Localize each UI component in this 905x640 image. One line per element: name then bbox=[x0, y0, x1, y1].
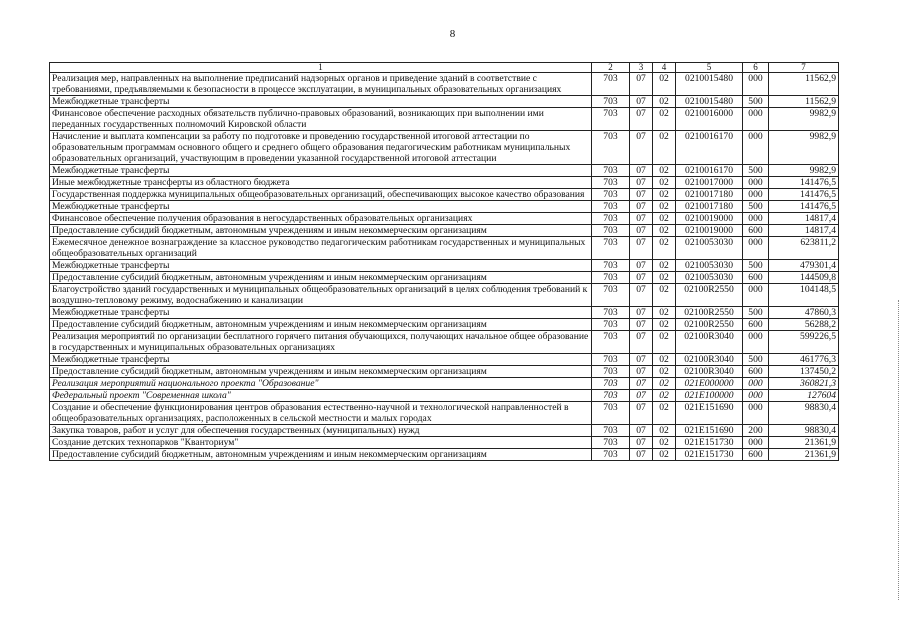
row-section: 07 bbox=[630, 131, 653, 165]
table-row bbox=[50, 225, 839, 237]
row-subsection: 02 bbox=[653, 437, 676, 449]
row-name: Межбюджетные трансферты bbox=[50, 307, 592, 319]
row-section: 07 bbox=[630, 390, 653, 402]
row-subsection: 02 bbox=[653, 449, 676, 461]
row-code: 703 bbox=[592, 108, 630, 131]
row-amount: 141476,5 bbox=[769, 189, 839, 201]
row-subsection: 02 bbox=[653, 354, 676, 366]
row-name: Межбюджетные трансферты bbox=[50, 165, 592, 177]
table-row bbox=[50, 189, 839, 201]
row-section: 07 bbox=[630, 366, 653, 378]
table-row bbox=[50, 213, 839, 225]
row-subsection: 02 bbox=[653, 189, 676, 201]
row-amount: 21361,9 bbox=[769, 437, 839, 449]
row-exp-type: 600 bbox=[743, 319, 769, 331]
row-name: Государственная поддержка муниципальных общеобразовательных организаций, обеспечивающих высокое качество образования bbox=[50, 189, 592, 201]
row-name: Финансовое обеспечение расходных обязательств публично-правовых образований, возникающих при выполнении ими переданных государственных полномочий Кировской области bbox=[50, 108, 592, 131]
row-name: Предоставление субсидий бюджетным, автономным учреждениям и иным некоммерческим организациям bbox=[50, 272, 592, 284]
row-subsection: 02 bbox=[653, 272, 676, 284]
row-section: 07 bbox=[630, 378, 653, 390]
row-subsection: 02 bbox=[653, 319, 676, 331]
row-exp-type: 500 bbox=[743, 165, 769, 177]
row-subsection: 02 bbox=[653, 378, 676, 390]
row-target: 021E151690 bbox=[676, 425, 743, 437]
row-exp-type: 000 bbox=[743, 378, 769, 390]
row-target: 0210016170 bbox=[676, 131, 743, 165]
row-code: 703 bbox=[592, 225, 630, 237]
row-amount: 623811,2 bbox=[769, 237, 839, 260]
row-amount: 479301,4 bbox=[769, 260, 839, 272]
row-amount: 144509,8 bbox=[769, 272, 839, 284]
row-section: 07 bbox=[630, 237, 653, 260]
row-amount: 56288,2 bbox=[769, 319, 839, 331]
row-section: 07 bbox=[630, 213, 653, 225]
header-exp-type: 6 bbox=[743, 63, 769, 73]
row-code: 703 bbox=[592, 165, 630, 177]
table-row bbox=[50, 237, 839, 260]
row-subsection: 02 bbox=[653, 73, 676, 96]
row-section: 07 bbox=[630, 425, 653, 437]
row-section: 07 bbox=[630, 272, 653, 284]
row-section: 07 bbox=[630, 177, 653, 189]
row-name: Предоставление субсидий бюджетным, автономным учреждениям и иным некоммерческим организациям bbox=[50, 449, 592, 461]
table-row bbox=[50, 108, 839, 131]
row-exp-type: 000 bbox=[743, 189, 769, 201]
table-row bbox=[50, 378, 839, 390]
row-target: 021E151730 bbox=[676, 449, 743, 461]
budget-table bbox=[49, 62, 839, 461]
row-name: Начисление и выплата компенсации за работу по подготовке и проведению государственной итоговой аттестации по образовательным программам основного общего и среднего общего образования педагогическим работникам муниципальных образовательных организаций, участвующим в проведении указанной государственной итоговой аттестации bbox=[50, 131, 592, 165]
row-section: 07 bbox=[630, 189, 653, 201]
page-number: 8 bbox=[449, 28, 456, 40]
row-subsection: 02 bbox=[653, 284, 676, 307]
row-exp-type: 600 bbox=[743, 272, 769, 284]
row-exp-type: 000 bbox=[743, 402, 769, 425]
row-target: 02100R3040 bbox=[676, 366, 743, 378]
row-exp-type: 000 bbox=[743, 131, 769, 165]
row-subsection: 02 bbox=[653, 96, 676, 108]
row-amount: 360821,3 bbox=[769, 378, 839, 390]
row-amount: 11562,9 bbox=[769, 73, 839, 96]
row-code: 703 bbox=[592, 354, 630, 366]
row-name: Реализация мер, направленных на выполнение предписаний надзорных органов и приведение зданий в соответствие с требованиями, предъявляемыми к безопасности в процессе эксплуатации, в муниципальных образовательных организациях bbox=[50, 73, 592, 96]
row-subsection: 02 bbox=[653, 165, 676, 177]
row-target: 02100R2550 bbox=[676, 307, 743, 319]
row-code: 703 bbox=[592, 402, 630, 425]
row-exp-type: 000 bbox=[743, 390, 769, 402]
table-row bbox=[50, 272, 839, 284]
row-code: 703 bbox=[592, 366, 630, 378]
row-amount: 98830,4 bbox=[769, 402, 839, 425]
row-code: 703 bbox=[592, 131, 630, 165]
row-section: 07 bbox=[630, 96, 653, 108]
row-exp-type: 000 bbox=[743, 73, 769, 96]
row-subsection: 02 bbox=[653, 260, 676, 272]
row-name: Закупка товаров, работ и услуг для обеспечения государственных (муниципальных) нужд bbox=[50, 425, 592, 437]
row-code: 703 bbox=[592, 331, 630, 354]
row-target: 0210053030 bbox=[676, 237, 743, 260]
header-subsection: 4 bbox=[653, 63, 676, 73]
row-section: 07 bbox=[630, 260, 653, 272]
row-code: 703 bbox=[592, 319, 630, 331]
margin-mark bbox=[896, 300, 899, 600]
header-target: 5 bbox=[676, 63, 743, 73]
row-exp-type: 000 bbox=[743, 331, 769, 354]
table-row bbox=[50, 402, 839, 425]
row-target: 0210015480 bbox=[676, 96, 743, 108]
row-target: 02100R2550 bbox=[676, 319, 743, 331]
row-subsection: 02 bbox=[653, 108, 676, 131]
row-code: 703 bbox=[592, 237, 630, 260]
row-exp-type: 500 bbox=[743, 307, 769, 319]
row-name: Предоставление субсидий бюджетным, автономным учреждениям и иным некоммерческим организациям bbox=[50, 225, 592, 237]
table-row bbox=[50, 165, 839, 177]
table-row bbox=[50, 307, 839, 319]
row-code: 703 bbox=[592, 449, 630, 461]
table-row bbox=[50, 177, 839, 189]
row-amount: 9982,9 bbox=[769, 165, 839, 177]
row-exp-type: 500 bbox=[743, 96, 769, 108]
row-exp-type: 600 bbox=[743, 449, 769, 461]
table-row bbox=[50, 354, 839, 366]
row-target: 0210053030 bbox=[676, 260, 743, 272]
row-amount: 47860,3 bbox=[769, 307, 839, 319]
row-code: 703 bbox=[592, 425, 630, 437]
row-amount: 14817,4 bbox=[769, 225, 839, 237]
row-exp-type: 500 bbox=[743, 354, 769, 366]
header-code: 2 bbox=[592, 63, 630, 73]
row-name: Финансовое обеспечение получения образования в негосударственных образовательных организациях bbox=[50, 213, 592, 225]
row-section: 07 bbox=[630, 284, 653, 307]
row-code: 703 bbox=[592, 177, 630, 189]
header-name: 1 bbox=[50, 63, 592, 73]
row-name: Межбюджетные трансферты bbox=[50, 96, 592, 108]
row-exp-type: 500 bbox=[743, 201, 769, 213]
row-exp-type: 000 bbox=[743, 177, 769, 189]
row-section: 07 bbox=[630, 307, 653, 319]
row-section: 07 bbox=[630, 354, 653, 366]
row-name: Межбюджетные трансферты bbox=[50, 201, 592, 213]
row-subsection: 02 bbox=[653, 201, 676, 213]
row-name: Межбюджетные трансферты bbox=[50, 354, 592, 366]
row-amount: 9982,9 bbox=[769, 108, 839, 131]
row-subsection: 02 bbox=[653, 177, 676, 189]
table-row bbox=[50, 96, 839, 108]
row-amount: 104148,5 bbox=[769, 284, 839, 307]
row-amount: 21361,9 bbox=[769, 449, 839, 461]
table-row bbox=[50, 201, 839, 213]
row-exp-type: 600 bbox=[743, 366, 769, 378]
row-amount: 11562,9 bbox=[769, 96, 839, 108]
row-subsection: 02 bbox=[653, 213, 676, 225]
header-row bbox=[50, 63, 839, 73]
row-name: Иные межбюджетные трансферты из областного бюджета bbox=[50, 177, 592, 189]
row-target: 0210019000 bbox=[676, 213, 743, 225]
table-row bbox=[50, 284, 839, 307]
table-row bbox=[50, 331, 839, 354]
row-target: 0210017180 bbox=[676, 189, 743, 201]
row-amount: 461776,3 bbox=[769, 354, 839, 366]
row-code: 703 bbox=[592, 272, 630, 284]
row-exp-type: 000 bbox=[743, 284, 769, 307]
row-target: 021E151730 bbox=[676, 437, 743, 449]
row-target: 0210016170 bbox=[676, 165, 743, 177]
row-name: Предоставление субсидий бюджетным, автономным учреждениям и иным некоммерческим организациям bbox=[50, 366, 592, 378]
row-subsection: 02 bbox=[653, 425, 676, 437]
row-name: Благоустройство зданий государственных и муниципальных общеобразовательных организаций в целях соблюдения требований к воздушно-тепловому режиму, водоснабжению и канализации bbox=[50, 284, 592, 307]
row-exp-type: 000 bbox=[743, 213, 769, 225]
row-subsection: 02 bbox=[653, 331, 676, 354]
row-exp-type: 600 bbox=[743, 225, 769, 237]
header-section: 3 bbox=[630, 63, 653, 73]
row-exp-type: 200 bbox=[743, 425, 769, 437]
row-target: 0210016000 bbox=[676, 108, 743, 131]
row-target: 02100R3040 bbox=[676, 331, 743, 354]
row-section: 07 bbox=[630, 437, 653, 449]
row-name: Реализация мероприятий национального проекта "Образование" bbox=[50, 378, 592, 390]
table-row bbox=[50, 260, 839, 272]
row-code: 703 bbox=[592, 201, 630, 213]
table-row bbox=[50, 449, 839, 461]
row-exp-type: 000 bbox=[743, 108, 769, 131]
row-amount: 137450,2 bbox=[769, 366, 839, 378]
header-amount: 7 bbox=[769, 63, 839, 73]
row-target: 0210015480 bbox=[676, 73, 743, 96]
row-exp-type: 000 bbox=[743, 237, 769, 260]
row-target: 0210017180 bbox=[676, 201, 743, 213]
row-subsection: 02 bbox=[653, 225, 676, 237]
row-name: Предоставление субсидий бюджетным, автономным учреждениям и иным некоммерческим организациям bbox=[50, 319, 592, 331]
row-name: Создание детских технопарков "Кванториум" bbox=[50, 437, 592, 449]
table-row bbox=[50, 319, 839, 331]
table-row bbox=[50, 131, 839, 165]
row-amount: 141476,5 bbox=[769, 201, 839, 213]
row-section: 07 bbox=[630, 165, 653, 177]
row-amount: 14817,4 bbox=[769, 213, 839, 225]
table-row bbox=[50, 437, 839, 449]
row-code: 703 bbox=[592, 213, 630, 225]
row-code: 703 bbox=[592, 437, 630, 449]
row-target: 021E000000 bbox=[676, 378, 743, 390]
row-subsection: 02 bbox=[653, 237, 676, 260]
row-subsection: 02 bbox=[653, 390, 676, 402]
row-section: 07 bbox=[630, 73, 653, 96]
row-amount: 127604 bbox=[769, 390, 839, 402]
row-section: 07 bbox=[630, 225, 653, 237]
row-section: 07 bbox=[630, 402, 653, 425]
row-name: Межбюджетные трансферты bbox=[50, 260, 592, 272]
row-subsection: 02 bbox=[653, 402, 676, 425]
row-name: Создание и обеспечение функционирования центров образования естественно-научной и технологической направленностей в общеобразовательных организациях, расположенных в сельской местности и малых городах bbox=[50, 402, 592, 425]
row-code: 703 bbox=[592, 96, 630, 108]
row-target: 021E100000 bbox=[676, 390, 743, 402]
row-section: 07 bbox=[630, 319, 653, 331]
row-target: 021E151690 bbox=[676, 402, 743, 425]
table-row bbox=[50, 73, 839, 96]
row-code: 703 bbox=[592, 284, 630, 307]
row-section: 07 bbox=[630, 331, 653, 354]
row-target: 0210017000 bbox=[676, 177, 743, 189]
row-name: Федеральный проект "Современная школа" bbox=[50, 390, 592, 402]
row-name: Ежемесячное денежное вознаграждение за классное руководство педагогическим работникам государственных и муниципальных общеобразовательных организаций bbox=[50, 237, 592, 260]
row-target: 02100R3040 bbox=[676, 354, 743, 366]
row-code: 703 bbox=[592, 73, 630, 96]
row-code: 703 bbox=[592, 189, 630, 201]
row-target: 02100R2550 bbox=[676, 284, 743, 307]
table-row bbox=[50, 390, 839, 402]
row-amount: 9982,9 bbox=[769, 131, 839, 165]
row-name: Реализация мероприятий по организации бесплатного горячего питания обучающихся, получающих начальное общее образование в государственных и муниципальных образовательных организациях bbox=[50, 331, 592, 354]
row-target: 0210019000 bbox=[676, 225, 743, 237]
row-target: 0210053030 bbox=[676, 272, 743, 284]
row-subsection: 02 bbox=[653, 131, 676, 165]
row-exp-type: 500 bbox=[743, 260, 769, 272]
row-amount: 141476,5 bbox=[769, 177, 839, 189]
row-code: 703 bbox=[592, 307, 630, 319]
table-row bbox=[50, 366, 839, 378]
row-code: 703 bbox=[592, 378, 630, 390]
row-code: 703 bbox=[592, 390, 630, 402]
row-amount: 599226,5 bbox=[769, 331, 839, 354]
row-code: 703 bbox=[592, 260, 630, 272]
row-exp-type: 000 bbox=[743, 437, 769, 449]
row-subsection: 02 bbox=[653, 307, 676, 319]
table-row bbox=[50, 425, 839, 437]
row-section: 07 bbox=[630, 201, 653, 213]
row-section: 07 bbox=[630, 108, 653, 131]
row-amount: 98830,4 bbox=[769, 425, 839, 437]
row-subsection: 02 bbox=[653, 366, 676, 378]
row-section: 07 bbox=[630, 449, 653, 461]
